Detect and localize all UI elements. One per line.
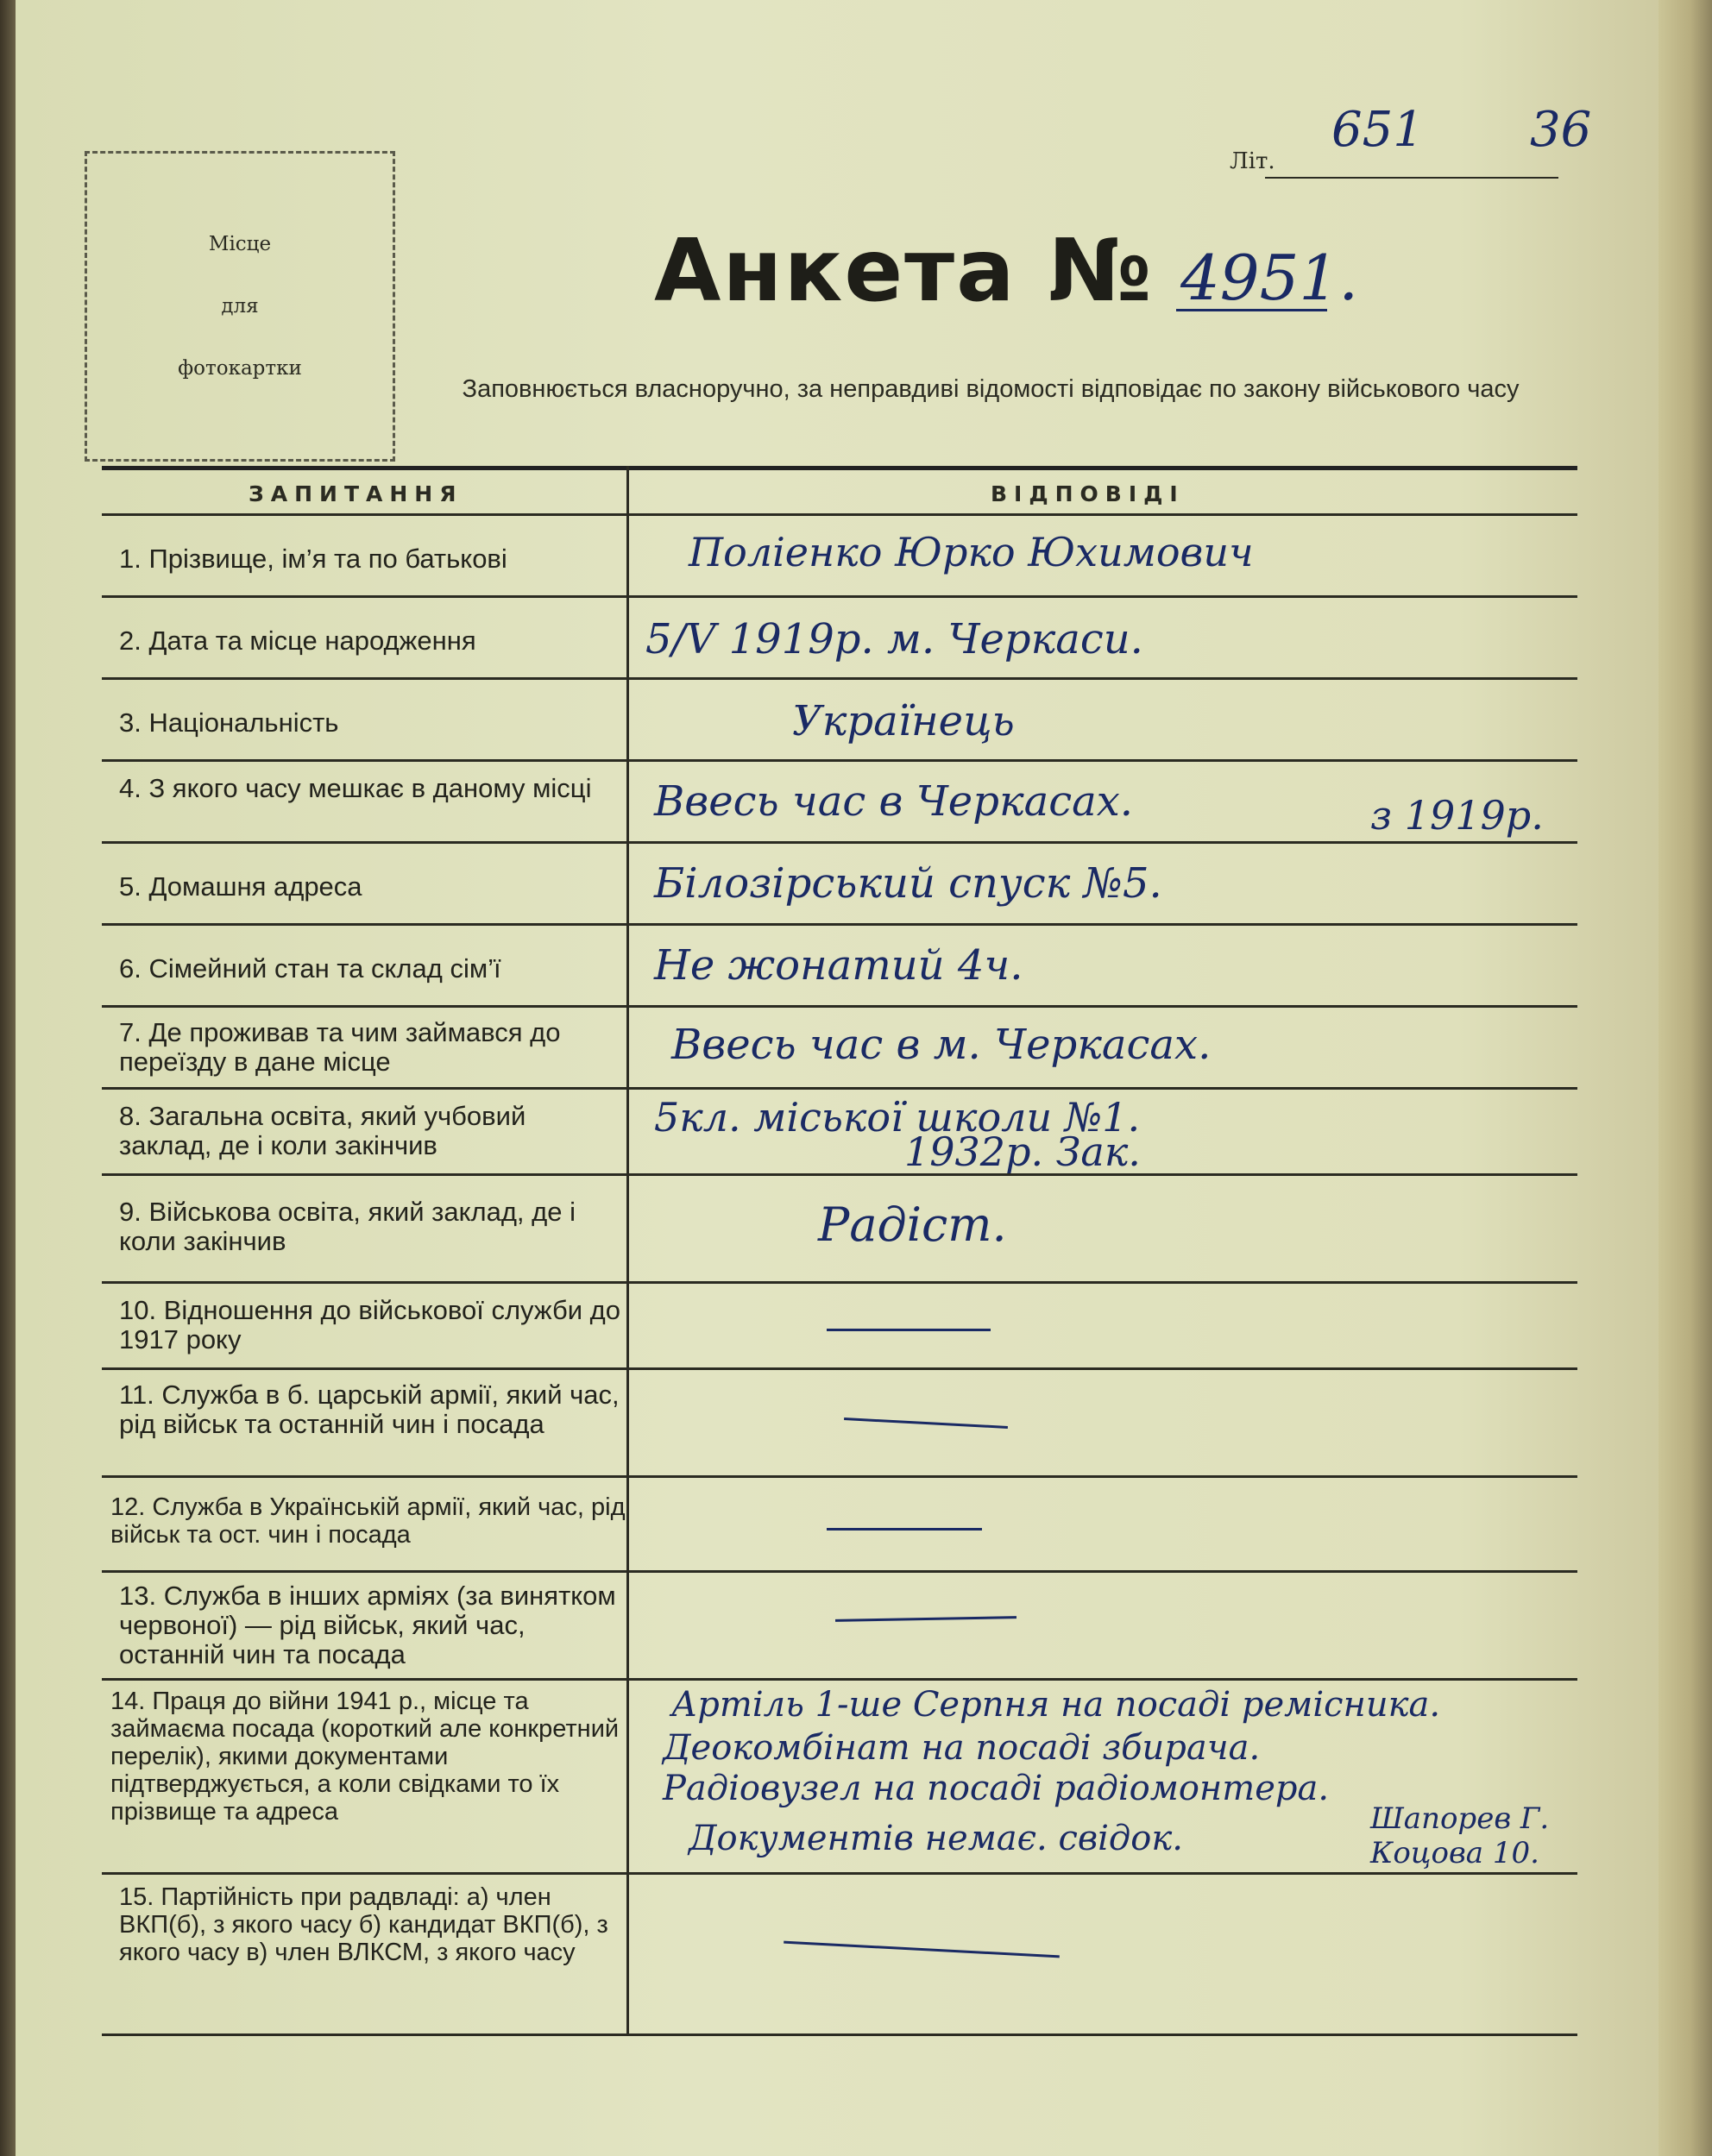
table-top-rule: [102, 466, 1577, 470]
answer-text: Не жонатий 4ч.: [654, 941, 1023, 990]
photo-label-line: фотокартки: [178, 357, 302, 380]
question-text: 3. Національність: [119, 707, 339, 738]
page-stack-edge: [1658, 0, 1712, 2156]
answer-text: Деокомбінат на посаді збирача.: [663, 1728, 1261, 1768]
answer-text: Українець: [792, 697, 1015, 745]
answer-text: Коцова 10.: [1370, 1836, 1539, 1870]
question-text: 8. Загальна освіта, який учбовий заклад, де і коли закінчив: [119, 1101, 526, 1160]
photo-label-line: для: [221, 295, 259, 317]
table-row: [102, 841, 1577, 923]
question-text: 12. Служба в Українській армії, який час, рід військ та ост. чин і посада: [110, 1493, 626, 1549]
binding-edge: [0, 0, 16, 2156]
form-subtitle: Заповнюється власноручно, за неправдиві відомості відповідає по закону військового часу: [462, 375, 1520, 403]
table-row: [102, 1872, 1577, 2036]
question-text: 1. Прізвище, ім’я та по батькові: [119, 544, 507, 574]
table-row: [102, 1281, 1577, 1367]
photo-label-line: Місце: [208, 233, 272, 255]
answer-text: Поліенко Юрко Юхимович: [689, 529, 1254, 575]
table-row: [102, 1005, 1577, 1087]
column-header-answers: ВІДПОВІДІ: [991, 481, 1185, 506]
question-text: 11. Служба в б. царській армії, який час, рід військ та останній чин і посада: [119, 1380, 620, 1439]
answer-text: Артіль 1-ше Серпня на посаді ремісника.: [671, 1685, 1441, 1725]
answer-text: Ввесь час в м. Черкасах.: [671, 1021, 1212, 1069]
answer-text: Радіовузел на посаді радіомонтера.: [663, 1769, 1330, 1808]
answer-text: з 1919р.: [1370, 792, 1544, 839]
empty-answer-dash: [784, 1941, 1060, 1958]
table-row: [102, 513, 1577, 595]
empty-answer-dash: [844, 1417, 1008, 1429]
answer-text: 5/V 1919р. м. Черкаси.: [645, 615, 1143, 663]
answer-text: Шапорев Г.: [1370, 1801, 1550, 1836]
answer-text: Радіст.: [818, 1197, 1007, 1252]
question-text: 4. З якого часу мешкає в даному місці: [119, 773, 592, 803]
question-text: 5. Домашня адреса: [119, 871, 362, 902]
form-title: Анкета №: [654, 220, 1154, 321]
table-row: [102, 1475, 1577, 1570]
table-row: [102, 759, 1577, 841]
question-text: 2. Дата та місце народження: [119, 625, 476, 656]
page-number: 36: [1530, 102, 1592, 158]
answer-text: Білозірський спуск №5.: [654, 859, 1162, 908]
table-row: [102, 677, 1577, 759]
empty-answer-dash: [835, 1616, 1016, 1622]
question-text: 10. Відношення до військової служби до 1917 року: [119, 1295, 621, 1355]
empty-answer-dash: [827, 1329, 991, 1331]
photo-placeholder: [85, 151, 395, 462]
form-page: [16, 0, 1712, 2156]
question-text: 7. Де проживав та чим займався до переїзду в дане місце: [119, 1017, 561, 1077]
empty-answer-dash: [827, 1528, 982, 1531]
lit-underline: [1265, 177, 1558, 179]
form-number: 4951.: [1180, 242, 1359, 314]
table-row: [102, 923, 1577, 1005]
answer-text: Документів немає. свідок.: [689, 1819, 1183, 1858]
lit-label: Літ.: [1230, 148, 1275, 174]
question-text: 13. Служба в інших арміях (за винятком червоної) — рід військ, який час, останній чин та посада: [119, 1581, 616, 1669]
question-text: 14. Праця до війни 1941 р., місце та займаєма посада (короткий але конкретний перелік), якими документами підтверджується, а коли свідками то їх прізвище та адреса: [110, 1688, 620, 1826]
table-row: [102, 1570, 1577, 1678]
table-row: [102, 1367, 1577, 1475]
table-row: [102, 595, 1577, 677]
table-row: [102, 1173, 1577, 1281]
table-row: [102, 1087, 1577, 1173]
column-header-questions: ЗАПИТАННЯ: [249, 481, 463, 506]
lit-value: 651: [1331, 102, 1424, 158]
question-text: 15. Партійність при радвладі: а) член ВКП(б), з якого часу б) кандидат ВКП(б), з якого часу в) член ВЛКСМ, з якого часу: [119, 1883, 608, 1966]
question-text: 9. Військова освіта, який заклад, де і коли закінчив: [119, 1197, 576, 1256]
table-row: [102, 1678, 1577, 1872]
answer-text: 1932р. Зак.: [904, 1128, 1141, 1175]
answer-text: Ввесь час в Черкасах.: [654, 777, 1134, 826]
form-number-underline: [1176, 309, 1327, 311]
question-text: 6. Сімейний стан та склад сім’ї: [119, 953, 501, 984]
answer-text: 5кл. міської школи №1.: [654, 1094, 1141, 1141]
